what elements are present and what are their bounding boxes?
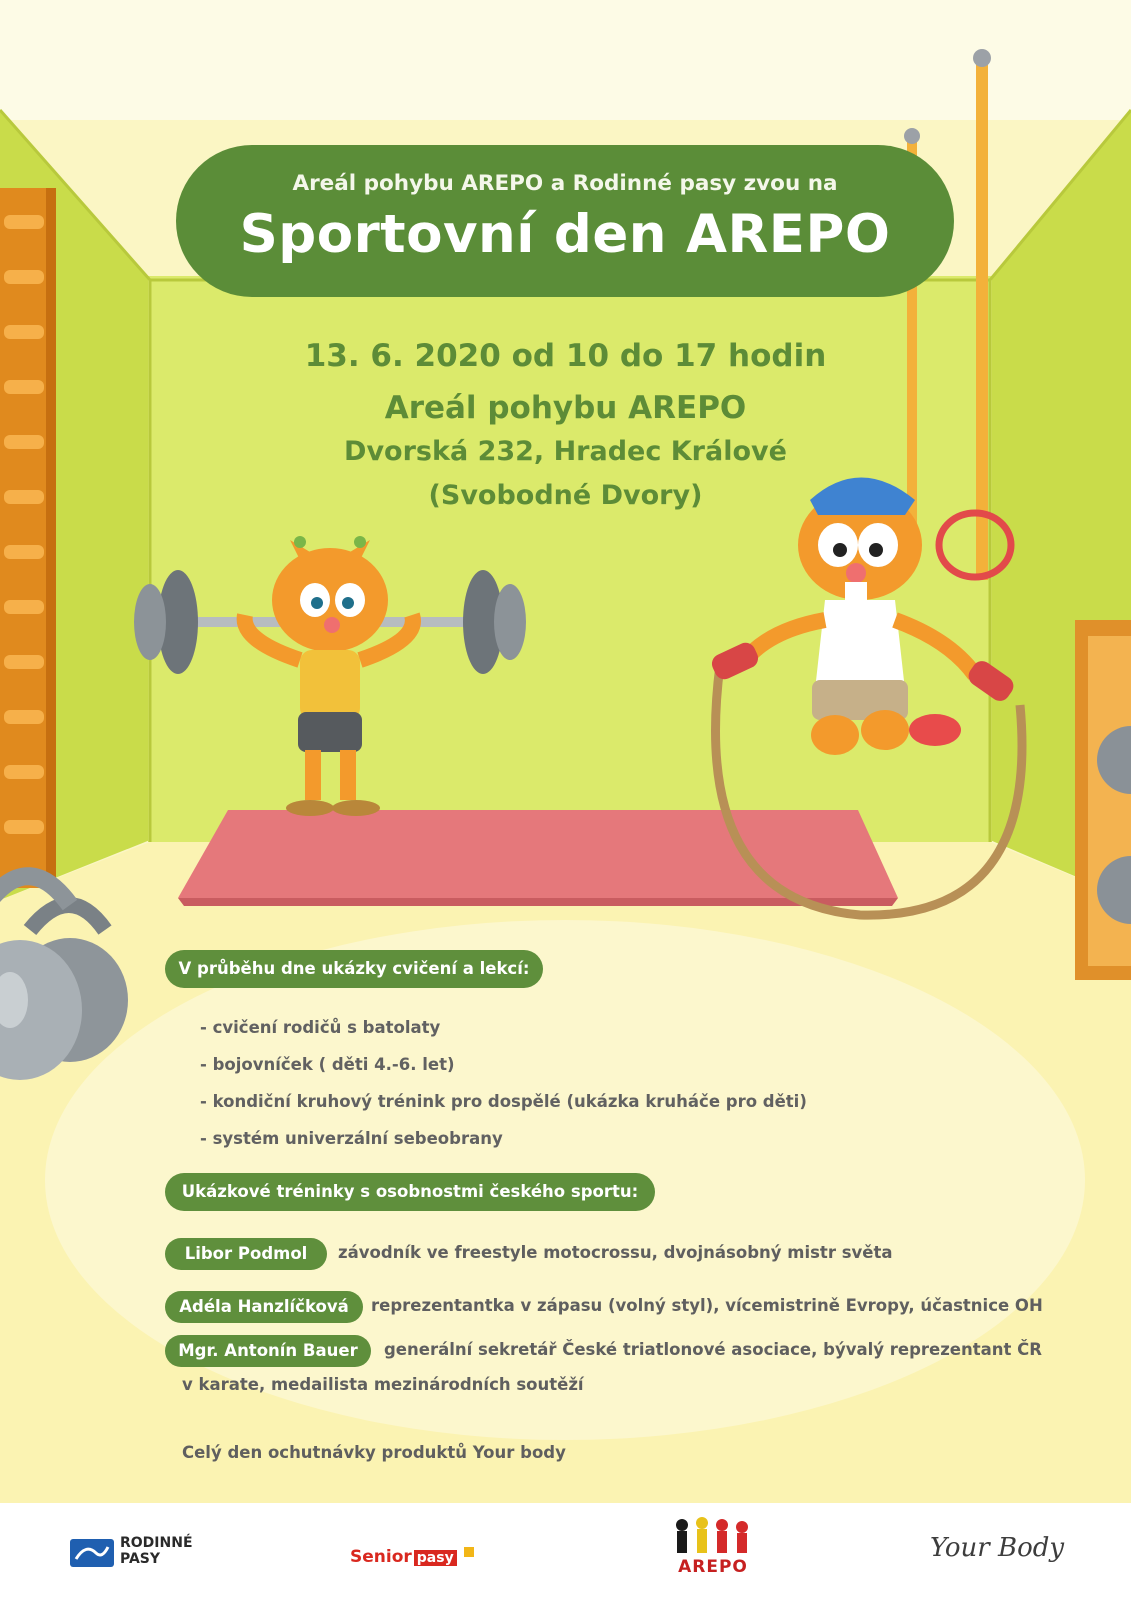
your-body-logo: Your Body: [930, 1533, 1065, 1563]
person-name-bauer: Mgr. Antonín Bauer: [165, 1335, 371, 1367]
lesson-item: - bojovníček ( děti 4.-6. let): [200, 1055, 455, 1074]
arepo-logo: [668, 1515, 758, 1585]
tasting-note: Celý den ochutnávky produktů Your body: [182, 1443, 566, 1462]
person-desc-bauer: generální sekretář České triatlonové asociace, bývalý reprezentant ČR: [384, 1340, 1042, 1359]
event-district: (Svobodné Dvory): [428, 480, 703, 511]
lesson-item: - cvičení rodičů s batolaty: [200, 1018, 441, 1037]
rodinne-pasy-line2: PASY: [120, 1551, 161, 1567]
event-date-time: 13. 6. 2020 od 10 do 17 hodin: [304, 338, 827, 374]
senior-pasy-part2: pasy: [414, 1550, 457, 1566]
header-banner: [176, 145, 954, 297]
arepo-logo-text: AREPO: [678, 1557, 748, 1577]
rodinne-pasy-line1: RODINNÉ: [120, 1535, 193, 1551]
trainings-heading: Ukázkové tréninky s osobnostmi českého sportu:: [165, 1173, 655, 1211]
person-desc-podmol: závodník ve freestyle motocrossu, dvojnásobný mistr světa: [338, 1243, 893, 1262]
lesson-item: - systém univerzální sebeobrany: [200, 1129, 503, 1148]
exercise-mat: [178, 810, 898, 898]
page-title: Sportovní den AREPO: [239, 204, 891, 265]
person-name-podmol: Libor Podmol: [165, 1238, 327, 1270]
weight-cabinet: [1075, 620, 1131, 980]
senior-pasy-logo: [350, 1547, 474, 1567]
event-address: Dvorská 232, Hradec Králové: [344, 436, 787, 467]
header-intro: Areál pohybu AREPO a Rodinné pasy zvou na: [292, 171, 838, 196]
wall-bars: [0, 188, 56, 888]
person-desc-bauer-line2: v karate, medailista mezinárodních soutěží: [182, 1375, 584, 1394]
event-venue: Areál pohybu AREPO: [384, 390, 747, 426]
person-name-hanzlickova: Adéla Hanzlíčková: [165, 1291, 363, 1323]
lesson-item: - kondiční kruhový trénink pro dospělé (ukázka kruháče pro děti): [200, 1092, 807, 1111]
person-desc-hanzlickova: reprezentantka v zápasu (volný styl), vícemistrině Evropy, účastnice OH: [371, 1296, 1043, 1315]
lessons-heading: V průběhu dne ukázky cvičení a lekcí:: [165, 950, 543, 988]
sponsor-footer: [0, 1503, 1131, 1600]
senior-pasy-part1: Senior: [350, 1547, 412, 1567]
